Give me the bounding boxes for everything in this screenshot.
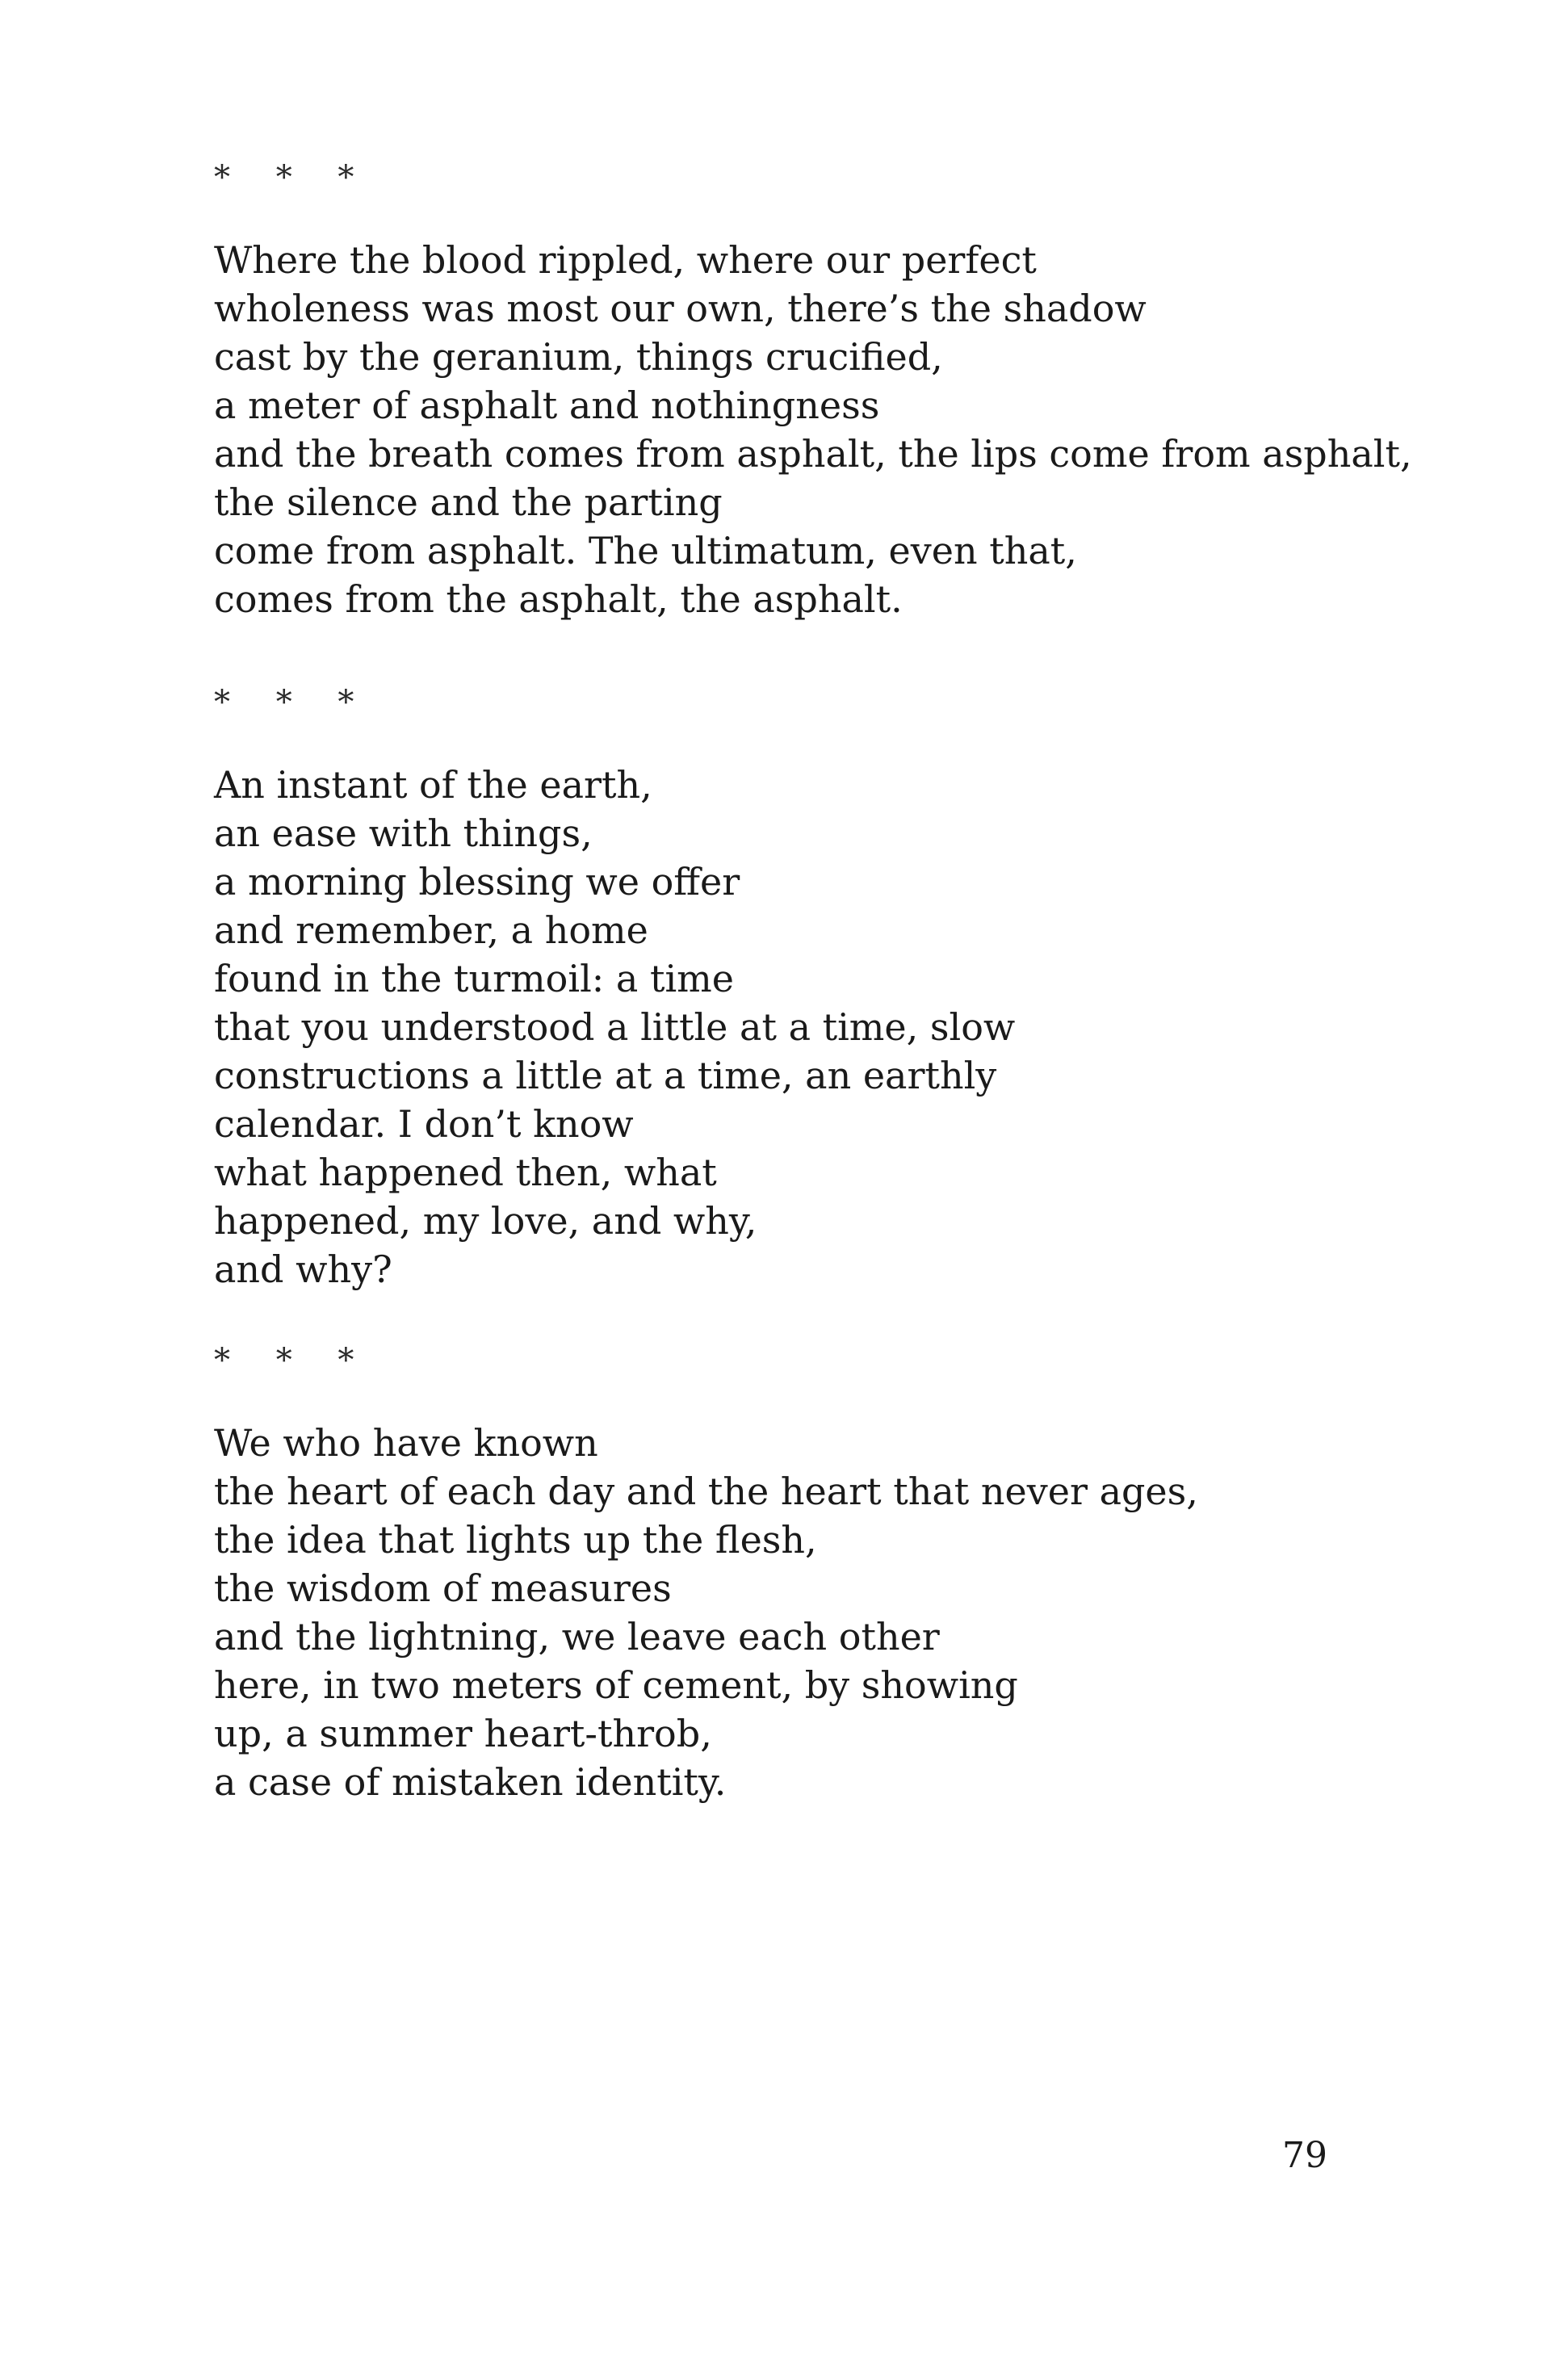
poem-line: and the lightning, we leave each other [214, 1615, 940, 1658]
poem-line: found in the turmoil: a time [214, 957, 734, 1000]
poem-line: what happened then, what [214, 1151, 717, 1194]
poem-line: and the breath comes from asphalt, the lips come from asphalt, [214, 432, 1412, 476]
poem-line: and remember, a home [214, 908, 648, 952]
poem-line: constructions a little at a time, an earthly [214, 1054, 997, 1097]
poem-line: calendar. I don’t know [214, 1102, 634, 1146]
poem-line: come from asphalt. The ultimatum, even that, [214, 529, 1077, 572]
poem-line: that you understood a little at a time, slow [214, 1005, 1016, 1049]
poem-line: We who have known [214, 1421, 598, 1465]
section-separator: * * * [214, 684, 372, 721]
poem-section-1 [214, 159, 1412, 623]
poem-line: the wisdom of measures [214, 1566, 672, 1610]
section-separator: * * * [214, 1342, 372, 1379]
page-number: 79 [1282, 2135, 1327, 2176]
poem-line: happened, my love, and why, [214, 1199, 757, 1243]
poem-line: a case of mistaken identity. [214, 1760, 727, 1804]
poem-line: an ease with things, [214, 811, 593, 855]
poem-section-2 [214, 686, 1344, 1294]
poem-line: cast by the geranium, things crucified, [214, 335, 943, 379]
poem-line: the idea that lights up the flesh, [214, 1518, 817, 1562]
poem-line: An instant of the earth, [214, 763, 652, 807]
poem-lines [214, 1419, 1344, 1806]
poem-line: a meter of asphalt and nothingness [214, 384, 880, 427]
poem-line: here, in two meters of cement, by showing [214, 1663, 1018, 1707]
poem-line: up, a summer heart-throb, [214, 1712, 712, 1755]
poem-line: comes from the asphalt, the asphalt. [214, 577, 903, 621]
poem-section-3 [214, 1344, 1344, 1806]
poem-lines [214, 761, 1344, 1294]
poem-line: Where the blood rippled, where our perfect [214, 238, 1037, 282]
section-separator: * * * [214, 159, 372, 196]
poem-line: a morning blessing we offer [214, 860, 740, 904]
poem-line: and why? [214, 1247, 392, 1291]
poem-lines [214, 236, 1412, 623]
poem-line: the heart of each day and the heart that never ages, [214, 1470, 1198, 1513]
poem-line: the silence and the parting [214, 480, 723, 524]
poem-line: wholeness was most our own, there’s the shadow [214, 287, 1147, 330]
